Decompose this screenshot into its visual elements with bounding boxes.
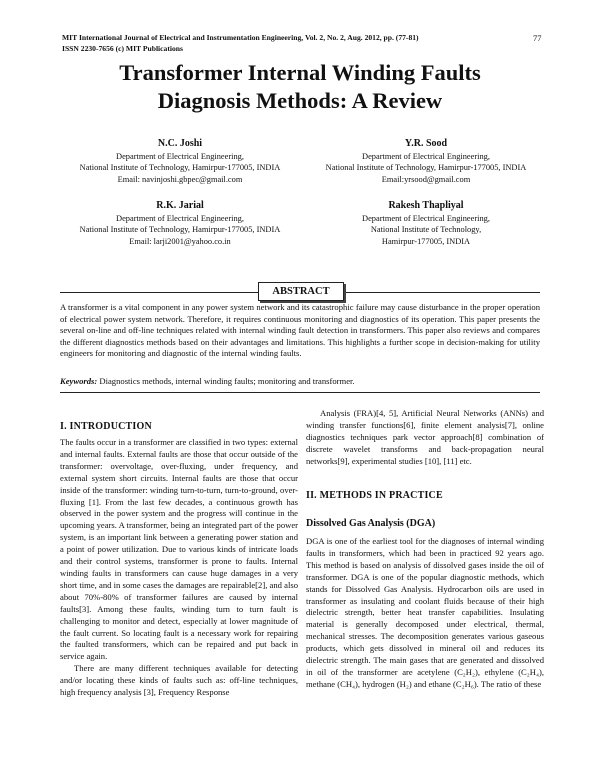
introduction-column (60, 437, 298, 699)
author-dept: Department of Electrical Engineering, (116, 152, 244, 161)
author-dept: Department of Electrical Engineering, (362, 152, 490, 161)
author-email: Email: larji2001@yahoo.co.in (129, 236, 231, 246)
author-dept: Department of Electrical Engineering, (362, 214, 490, 223)
title-line-1: Transformer Internal Winding Faults (119, 60, 481, 85)
author-block-3 (60, 199, 300, 247)
keywords-text: Diagnostics methods, internal winding faults; monitoring and transformer. (97, 376, 355, 386)
author-name: Y.R. Sood (404, 138, 448, 149)
page-number: 77 (533, 33, 542, 43)
running-header (62, 33, 419, 54)
author-inst: National Institute of Technology, Hamirpur-177005, INDIA (79, 163, 281, 173)
abstract-bottom-rule (60, 392, 540, 393)
section-heading-introduction: I. INTRODUCTION (60, 421, 152, 432)
paragraph: DGA is one of the earliest tool for the diagnoses of internal winding faults in transformers, which had been in practiced 92 years ago. This method is based on analysis of dissolved gases inside the oil of transformer. DGA is one of the popular diagnostic methods, which stands for Dissolved Gas Analysis. Hydrocarbon oils are used in transformer as insulating and coolant fluids because of their high dielectric strength, better heat transfer capabilities. Insulating material is generally decomposed under electrical, thermal, mechanical stresses. The decomposition generates various gaseous products, which gets dissolved in mineral oil and reduces its dielectric strength. The main gases that are generated and dissolved in oil of the transformer are acetylene (C₂H₂), ethylene (C₂H₄), methane (CH₄), hydrogen (H₂) and ethane (C₂H₆). The ratio of these (306, 536, 544, 689)
title-line-2: Diagnosis Methods: A Review (157, 88, 443, 113)
author-dept: Department of Electrical Engineering, (116, 214, 244, 223)
author-inst: National Institute of Technology, (370, 225, 482, 235)
author-inst: National Institute of Technology, Hamirpur-177005, INDIA (79, 225, 281, 235)
author-email: Email: navinjoshi.gbpec@gmail.com (117, 174, 243, 184)
dga-column (306, 536, 544, 691)
author-block-4 (306, 199, 546, 247)
journal-line: MIT International Journal of Electrical and Instrumentation Engineering, Vol. 2, No. 2, Aug. 2012, pp. (77-81) (62, 33, 419, 42)
author-name: N.C. Joshi (157, 138, 203, 149)
paragraph: The faults occur in a transformer are classified in two types: external and internal faults. External faults are those that occur outside of the transformer: overvoltage, over-fluxing, under frequency, and external system short circuits. Internal faults are those that occur inside of the transformer: winding turn-to-turn, turn-to-ground, over-fluxing [1]. From the last few decades, a continuous growth has observed in the power system and the progress will continue in the upcoming years. A transformer, being an integrated part of the power system, is an important link between a generating power station and a point of power utilization. Due to various kinds of intricate loads and their control systems, transformer is prone to faults. Internal winding faults in transformers can cause huge damages in a very short time, and in some cases the damages are repairable[2], and also about 70%-80% of transformer failures are caused by internal faults[3]. Among these faults, winding turn to turn fault is challenging to monitor and detect, especially at lower magnitude of the fault current. So locating fault is a necessary work for repairing the faulted transformers, which can be repaired and put back in service again. (60, 437, 298, 662)
section-heading-methods: II. METHODS IN PRACTICE (306, 490, 443, 501)
paper-title (60, 59, 540, 115)
paragraph: There are many different techniques available for detecting and/or locating these kinds of faults such as: off-line techniques, high frequency analysis [3], Frequency Response (60, 663, 298, 698)
author-name: Rakesh Thapliyal (388, 200, 464, 211)
right-column-top (306, 408, 544, 468)
author-email: Email:yrsood@gmail.com (381, 174, 471, 184)
author-name: R.K. Jarial (156, 200, 204, 211)
abstract-heading: ABSTRACT (258, 282, 344, 301)
abstract-text: A transformer is a vital component in any power system network and its catastrophic failure may cause disturbance in the proper operation of electrical power system network. Therefore, it requires continuous monitoring and diagnostics of its operation. This paper presents the several on-line and off-line techniques related with internal winding fault detection in transformers. This paper also reviews and compares the different diagnostics methods based on their advantages and limitations. This highlights a further scope in decision-making for utility engineers for monitoring and diagnostic of the internal winding faults. (60, 302, 540, 358)
issn-line: ISSN 2230-7656 (c) MIT Publications (62, 43, 183, 53)
keywords (60, 376, 540, 388)
paragraph: Analysis (FRA)[4, 5], Artificial Neural Networks (ANNs) and winding transfer functions[6], finite element analysis[7], online diagnostics techniques park vector approach[8] combination of discrete wavelet transforms and back-propagation neural networks[9], experimental studies [10], [11] etc. (306, 408, 544, 466)
keywords-label: Keywords: (60, 376, 98, 386)
author-block-2 (306, 137, 546, 185)
author-inst: National Institute of Technology, Hamirpur-177005, INDIA (325, 163, 527, 173)
author-block-1 (60, 137, 300, 185)
author-address: Hamirpur-177005, INDIA (381, 236, 471, 246)
subsection-heading-dga: Dissolved Gas Analysis (DGA) (306, 518, 436, 529)
